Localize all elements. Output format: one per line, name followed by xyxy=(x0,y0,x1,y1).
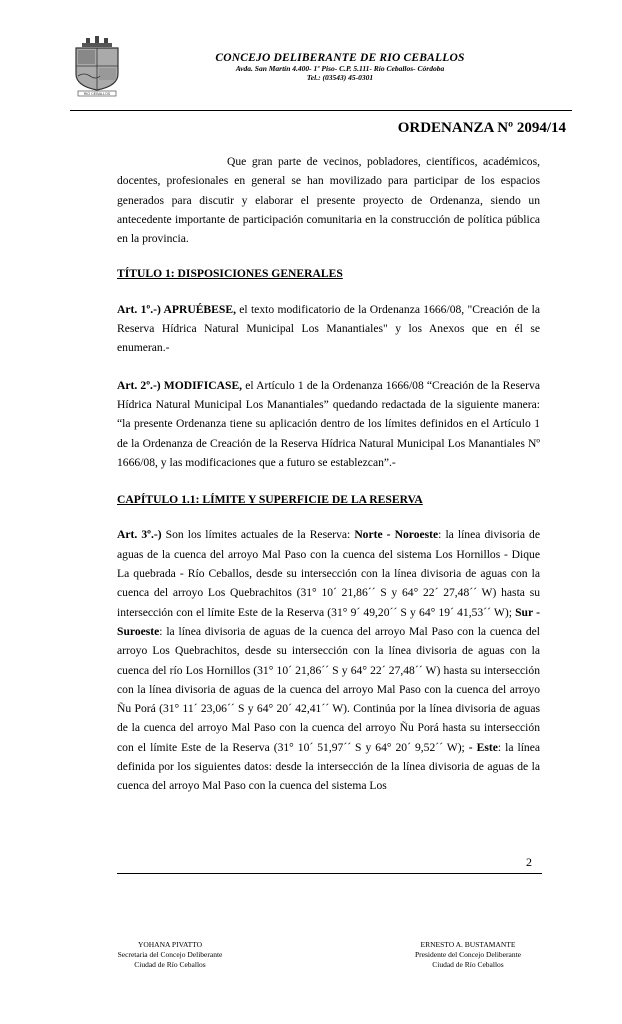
section-heading-titulo-1: TÍTULO 1: DISPOSICIONES GENERALES xyxy=(117,267,343,281)
section-heading-capitulo-1-1: CAPÍTULO 1.1: LÍMITE Y SUPERFICIE DE LA RESERVA xyxy=(117,493,423,507)
coat-of-arms-seal xyxy=(70,36,124,98)
signer-name: ERNESTO A. BUSTAMANTE xyxy=(420,940,516,949)
article-2: Art. 2º.-) MODIFICASE, el Artículo 1 de la Ordenanza 1666/08 “Creación de la Reserva Hídrica Natural Municipal Los Manantiales” quedando redactada de la siguiente manera: “la presente Ordenanza tiene su aplicación dentro de los límites definidos en el Artículo 1 de la Ordenanza de Creación de la Reserva Hídrica Natural Municipal Los Manantiales Nº 1666/08, y las modificaciones que a futuro se establezcan”.- xyxy=(117,378,540,469)
organization-phone: Tel.: (03543) 45-0301 xyxy=(306,73,374,82)
article-1: Art. 1º.-) APRUÉBESE, el texto modificatorio de la Ordenanza 1666/08, "Creación de la Reserva Hídrica Natural Municipal Los Manantiales" y los Anexos que en él se enumeran.- xyxy=(117,302,540,355)
seal-text: RIO CEBALLOS xyxy=(83,92,111,96)
ordinance-number: ORDENANZA Nº 2094/14 xyxy=(397,120,566,136)
header-divider xyxy=(70,110,572,111)
article-3: Art. 3º.-) Son los límites actuales de la Reserva: Norte - Noroeste: la línea divisoria de aguas de la cuenca del arroyo Mal Paso con la cuenca del sistema Los Hornillos - Dique La quebrada - Río Ceballos, desde su intersección con la línea divisoria de aguas con la cuenca del arroyo Los Quebrachitos (31° 10´ 21,86´´ S y 64° 22´ 27,48´´ W) hasta su intersección con el límite Este de la Reserva (31° 9´ 49,20´´ S y 64° 19´ 41,53´´ W); Sur - Suroeste: la línea divisoria de aguas de la cuenca del arroyo Mal Paso con la cuenca del arroyo Los Quebrachitos, desde su intersección con la línea divisoria de aguas con la cuenca del río Los Hornillos (31° 10´ 21,86´´ S y 64° 22´ 27,48´´ W) hasta su intersección con la línea divisoria de aguas de la cuenca del arroyo Mal Paso con la cuenca del arroyo Ñu Porá (31° 11´ 23,06´´ S y 64° 20´ 42,41´´ W). Continúa por la línea divisoria de aguas de la cuenca del arroyo Mal Paso con la cuenca del arroyo Ñu Porá hasta su intersección con el límite Este de la Reserva (31° 10´ 51,97´´ S y 64° 20´ 9,52´´ W); - Este: la línea definida por los siguientes datos: desde la intersección de la línea divisoria de aguas de la cuenca del arroyo Mal Paso con la cuenca del sistema Los xyxy=(117,528,541,793)
letterhead xyxy=(140,52,540,82)
signature-block-president xyxy=(368,940,568,970)
signer-title: Presidente del Concejo Deliberante xyxy=(414,950,521,959)
intro-paragraph: Que gran parte de vecinos, pobladores, científicos, académicos, docentes, profesionales en general se han movilizado para participar de los espacios generados para discutir y elaborar el presente proyecto de Ordenanza, siendo un antecedente importante de participación comunitaria en la construcción de política pública en la provincia. xyxy=(117,155,540,246)
signature-block-secretary xyxy=(70,940,270,970)
page-number: 2 xyxy=(526,855,532,869)
organization-address: Avda. San Martín 4.400- 1º Piso- C.P. 5.111- Río Ceballos- Córdoba xyxy=(235,64,445,73)
organization-name: CONCEJO DELIBERANTE DE RIO CEBALLOS xyxy=(215,52,465,64)
signer-name: YOHANA PIVATTO xyxy=(137,940,203,949)
signer-title: Secretaria del Concejo Deliberante xyxy=(117,950,223,959)
document-body xyxy=(117,152,540,796)
signer-city: Ciudad de Río Ceballos xyxy=(432,960,504,969)
signer-city: Ciudad de Río Ceballos xyxy=(134,960,206,969)
footer-divider xyxy=(117,873,542,874)
